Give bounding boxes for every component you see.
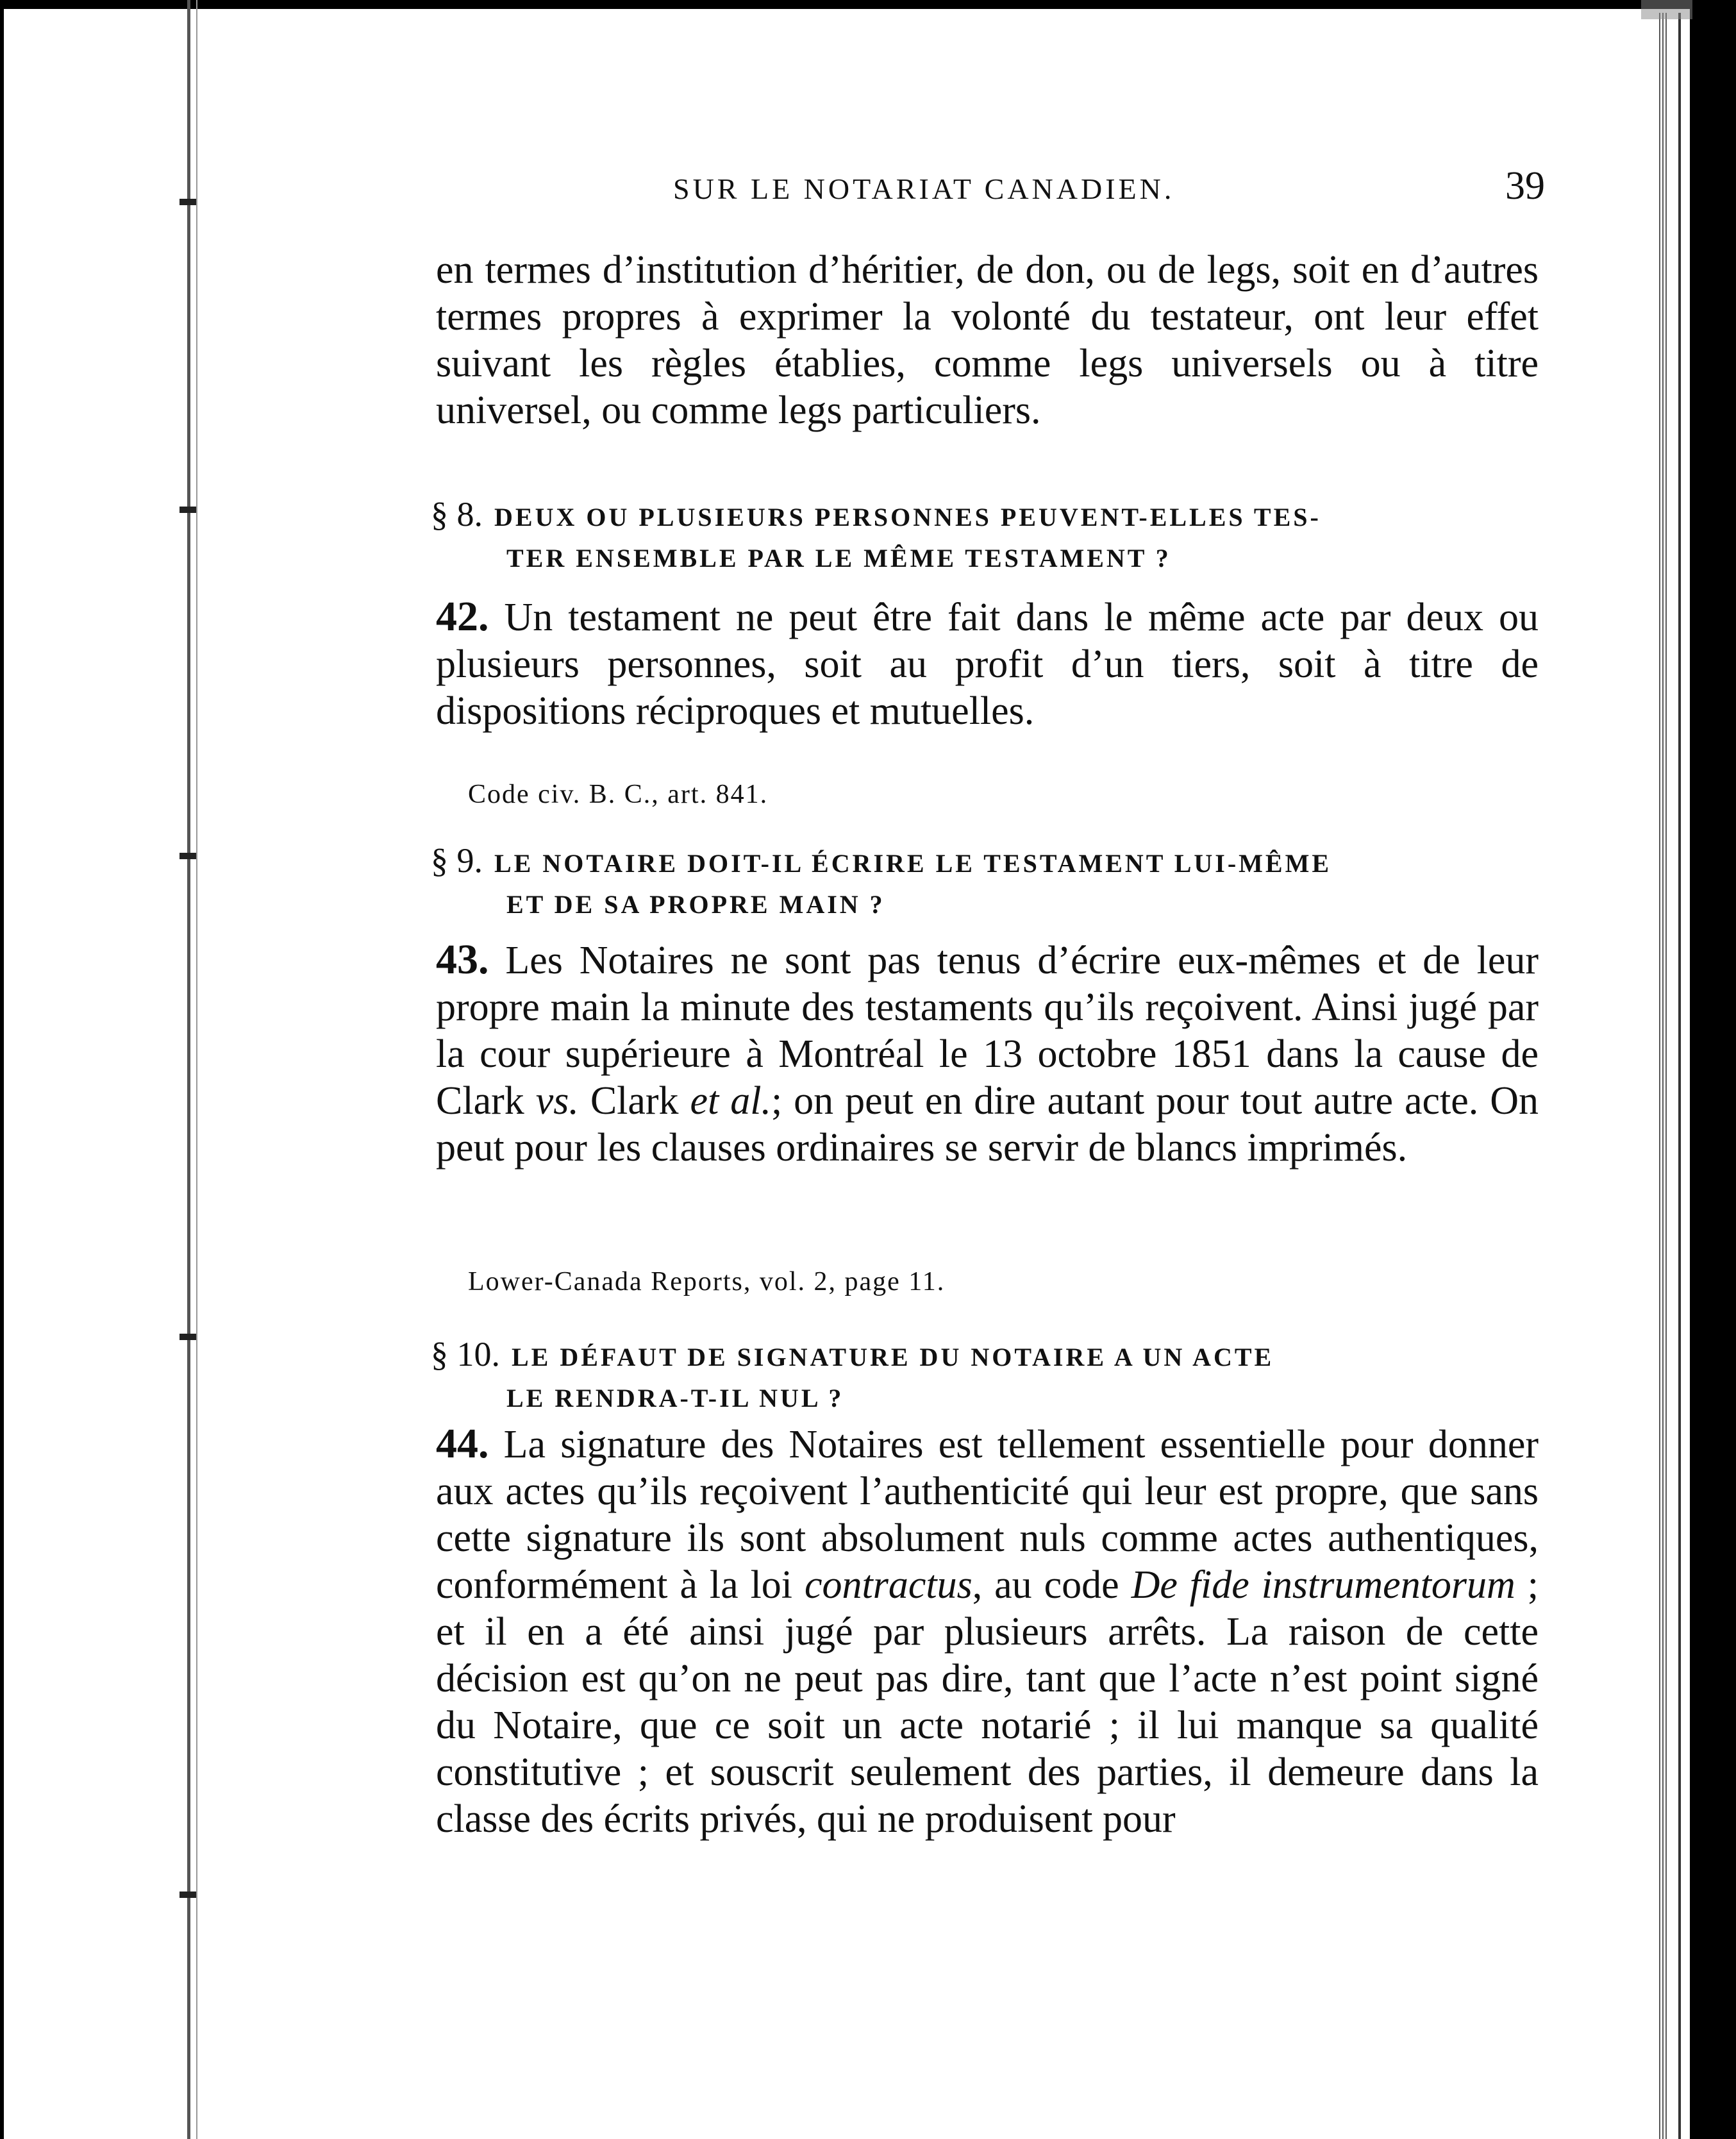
section-heading-10 <box>431 1334 1533 1419</box>
italic-text: et al. <box>690 1079 771 1123</box>
spine-mark <box>179 507 196 513</box>
spine-mark <box>179 1334 196 1340</box>
book-spine <box>187 0 190 2139</box>
section-heading-9 <box>431 840 1533 925</box>
heading-line: ET DE SA PROPRE MAIN ? <box>506 890 885 919</box>
scan-smudge <box>1641 0 1692 19</box>
article-number: 43. <box>436 936 489 983</box>
page-edge-line <box>1678 13 1681 2139</box>
paragraph-42 <box>436 593 1539 735</box>
section-mark: § 10. <box>431 1335 500 1373</box>
scan-margin <box>1690 0 1736 2139</box>
article-text: Clark <box>578 1079 690 1123</box>
section-mark: § 8. <box>431 495 483 533</box>
section-heading-8 <box>431 494 1533 579</box>
article-text: La signature des Notaires est tellement essentielle pour donner aux actes qu’ils reçoivent l’authenticité qui leur est propre, que sans cette signature ils sont absolument nuls comme actes authentiques, conformément à la loi <box>436 1423 1539 1607</box>
paragraph-43 <box>436 936 1539 1171</box>
italic-text: vs. <box>535 1079 579 1123</box>
citation-43: Lower-Canada Reports, vol. 2, page 11. <box>468 1267 946 1296</box>
heading-line: TER ENSEMBLE PAR LE MÊME TESTAMENT ? <box>506 544 1171 573</box>
article-text: , au code <box>972 1563 1131 1607</box>
italic-text: contractus <box>804 1563 972 1607</box>
page-edges <box>1659 13 1668 2139</box>
section-mark: § 9. <box>431 841 483 880</box>
page-number: 39 <box>1505 164 1545 208</box>
spine-mark <box>179 1892 196 1898</box>
spine-mark <box>179 199 196 205</box>
article-text: Un testament ne peut être fait dans le même acte par deux ou plusieurs personnes, soit au profit d’un tiers, soit à titre de dispositions réciproques et mutuelles. <box>436 596 1539 733</box>
running-head <box>673 164 1545 221</box>
article-text: ; et il en a été ainsi jugé par plusieurs arrêts. La raison de cette décision est qu’on ne peut pas dire, tant que l’acte n’est point signé du Notaire, que ce soit un acte notarié ; il lui manque sa qualité constitutive ; et souscrit seulement des parties, il demeure dans la classe des écrits privés, qui ne produisent pour <box>436 1563 1539 1841</box>
article-number: 44. <box>436 1420 489 1467</box>
italic-text: De fide instrumentorum <box>1131 1563 1515 1607</box>
running-title: SUR LE NOTARIAT CANADIEN. <box>673 172 1175 205</box>
paragraph-44 <box>436 1420 1539 1843</box>
article-text: Les Notaires ne sont pas tenus d’écrire eux-mêmes et de leur propre main la minute des testaments qu’ils reçoivent. Ainsi jugé par la cour supérieure à Montréal le 13 octobre 1851 dans la cause de Clark <box>436 939 1539 1123</box>
heading-line: LE NOTAIRE DOIT-IL ÉCRIRE LE TESTAMENT LUI-MÊME <box>494 849 1332 878</box>
heading-line: DEUX OU PLUSIEURS PERSONNES PEUVENT-ELLES TES- <box>494 503 1321 532</box>
paragraph-intro: en termes d’institution d’héritier, de don, ou de legs, soit en d’autres termes propres à exprimer la volonté du testateur, ont leur effet suivant les règles établies, comme legs universels ou à titre universel, ou comme legs particuliers. <box>436 248 1539 432</box>
spine-mark <box>179 853 196 859</box>
heading-line: LE RENDRA-T-IL NUL ? <box>506 1384 844 1413</box>
article-text: ; on peut en dire autant pour tout autre acte. On peut pour les clauses ordinaires se servir de blancs imprimés. <box>436 1079 1539 1170</box>
article-number: 42. <box>436 593 489 640</box>
book-spine-inner <box>196 0 197 2139</box>
citation-42: Code civ. B. C., art. 841. <box>468 780 769 809</box>
heading-line: LE DÉFAUT DE SIGNATURE DU NOTAIRE A UN ACTE <box>512 1343 1274 1371</box>
